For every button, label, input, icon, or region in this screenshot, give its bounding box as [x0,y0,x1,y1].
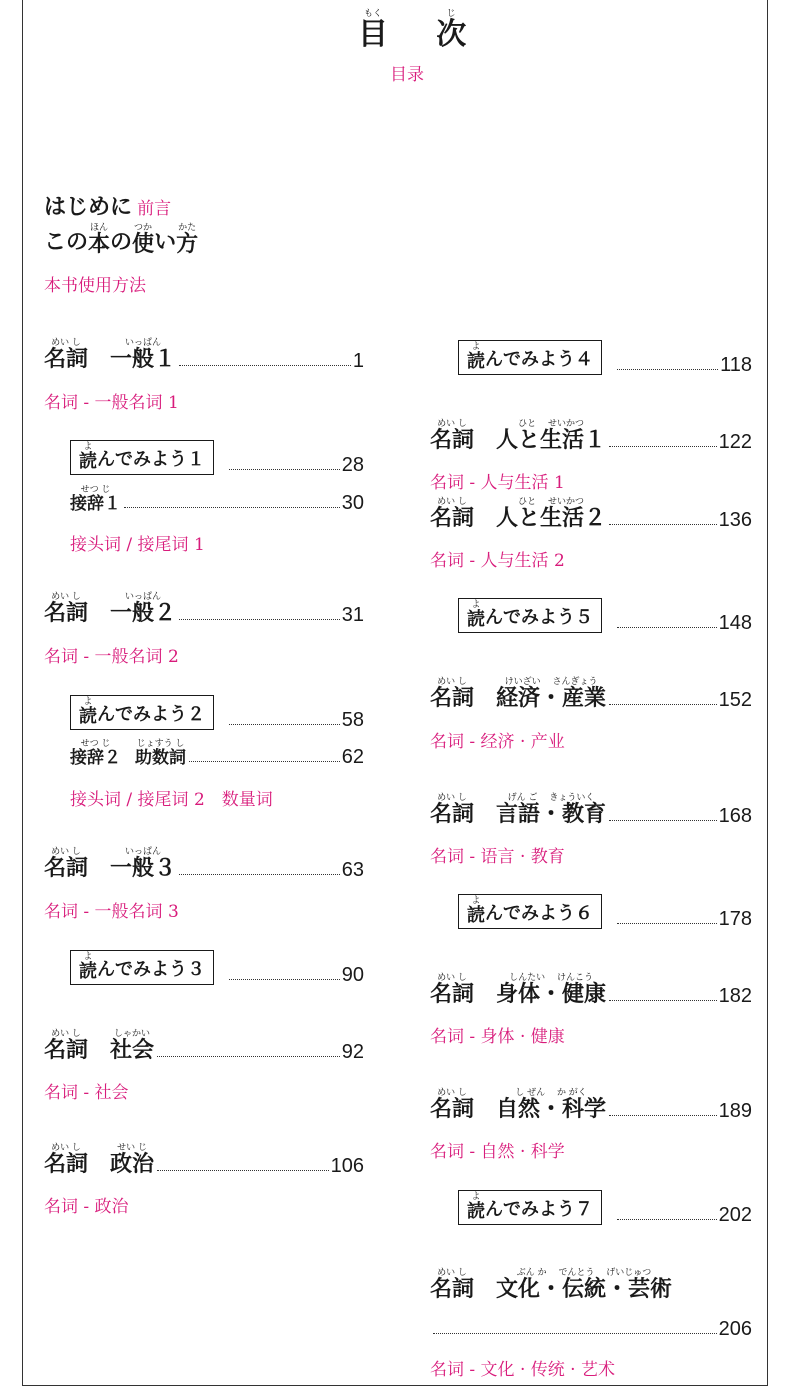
leader-dots [179,873,340,875]
toc-entry-chinese: 名词 - 人与生活 2 [430,551,565,571]
page-number: 63 [341,859,364,881]
ruby-text: せい じ [117,1143,147,1153]
reading-box-label: んでみよう３ [97,959,205,980]
ruby-text: よ [83,697,93,707]
leader-dots [617,922,717,924]
ruby-base: 名詞 [44,347,89,372]
leader-dots [617,626,717,628]
ruby-base: 読 [467,1201,485,1222]
toc-entry-row[interactable] [44,848,364,880]
ruby-text: いっぱん [125,338,162,348]
toc-entry-chinese: 名词 - 一般名词 2 [44,647,179,667]
page-number: 206 [718,1318,752,1340]
ruby-base: 人と生活２ [496,506,607,531]
ruby-text: じょすう し [136,739,185,749]
ruby-base: 名詞 [430,982,475,1007]
page-number: 106 [330,1155,364,1177]
ruby-base: 読 [467,609,485,630]
reading-box [70,695,214,730]
ruby-base: 接辞１ [70,494,121,514]
reading-box-label: んでみよう７ [485,1199,593,1220]
ruby-word [430,974,474,1006]
ruby-text: しんたい けんこう [509,973,593,983]
ruby-word [110,593,176,625]
page-number: 168 [718,805,752,827]
leader-dots [157,1169,329,1171]
leader-dots [617,1218,717,1220]
ruby-text: めい し [437,1268,467,1278]
toc-reading-row[interactable] [458,1190,752,1225]
reading-box [458,598,602,633]
toc-entry-row[interactable] [44,593,364,625]
page-number: 118 [720,354,752,376]
ruby-base: 名詞 [44,1038,89,1063]
ruby-word [430,1269,474,1301]
reading-box-label: んでみよう５ [485,607,593,628]
page-number: 62 [341,746,364,768]
ruby-text: よ [83,952,93,962]
ruby-word [79,443,97,471]
page-number: 202 [718,1204,752,1226]
ruby-word [496,1269,672,1301]
ruby-base: 文化・伝統・芸術 [496,1277,673,1302]
ruby-base: 自然・科学 [496,1097,607,1122]
reading-box-label: んでみよう４ [485,349,593,370]
page-title: もく 目 じ 次 [358,9,467,52]
reading-box [70,950,214,985]
ruby-base: 名詞 [44,1152,89,1177]
toc-entry-chinese: 名词 - 语言 · 教育 [430,847,565,867]
leader-dots [124,506,340,508]
toc-entry-chinese: 名词 - 身体 · 健康 [430,1027,565,1047]
ruby-text: ひと せいかつ [518,497,584,507]
ruby-word [70,740,121,767]
ruby-text: めい し [437,1088,467,1098]
ruby-base: 読 [467,351,485,372]
toc-entry-row[interactable] [430,498,752,530]
toc-entry-chinese: 接头词 / 接尾词 1 [70,535,205,555]
leader-dots [229,723,340,725]
page-number: 90 [341,964,364,986]
ruby-base: 読 [79,706,97,727]
ruby-text: めい し [437,419,467,429]
ruby-word [79,698,97,726]
ruby-text: めい し [437,793,467,803]
ruby-word [110,1030,154,1062]
ruby-word [430,1089,474,1121]
toc-entry-chinese: 名词 - 一般名词 3 [44,902,179,922]
ruby-base: 名詞 [44,601,89,626]
leader-dots [609,999,717,1001]
page-number: 31 [341,604,364,626]
ruby-text: けいざい さんぎょう [504,677,598,687]
ruby-word [70,486,121,513]
page-number: 122 [718,431,752,453]
toc-entry-chinese: 名词 - 政治 [44,1197,129,1217]
page-subtitle: 目录 [390,65,424,85]
ruby-word [430,420,474,452]
toc-reading-row[interactable] [458,894,752,929]
intro-hajimeni: はじめに 前言 [44,195,172,220]
ruby-word [496,974,606,1006]
page-number: 189 [718,1100,752,1122]
ruby-text: よ [83,442,93,452]
leader-dots [229,978,340,980]
toc-entry-chinese: 名词 - 一般名词 1 [44,393,179,413]
ruby-word [110,1144,154,1176]
toc-reading-row[interactable] [70,440,364,475]
ruby-base: 一般１ [110,347,177,372]
ruby-base: 読 [467,905,485,926]
ruby-base: 助数詞 [135,748,186,768]
toc-entry-row[interactable] [430,1089,752,1121]
toc-entry-chinese: 名词 - 经济 · 产业 [430,732,565,752]
toc-entry-row[interactable] [70,486,364,513]
toc-entry-row[interactable] [430,678,752,710]
toc-entry-row[interactable] [44,339,364,371]
ruby-word [44,593,88,625]
ruby-base: 名詞 [430,1277,475,1302]
ruby-word [496,794,606,826]
toc-entry-chinese: 名词 - 文化 · 传统 · 艺术 [430,1360,615,1380]
ruby-word [430,794,474,826]
reading-box [70,440,214,475]
reading-box [458,340,602,375]
intro-usage-cn: 本书使用方法 [44,276,146,296]
toc-entry-chinese: 名词 - 人与生活 1 [430,473,565,493]
ruby-base: 名詞 [430,1097,475,1122]
ruby-text: めい し [437,973,467,983]
reading-box-label: んでみよう２ [97,704,205,725]
ruby-base: 社会 [110,1038,155,1063]
ruby-text: せつ じ [80,485,111,495]
toc-entry-chinese: 名词 - 自然 · 科学 [430,1142,565,1162]
page-number: 30 [341,492,364,514]
toc-entry-row[interactable] [430,794,752,826]
ruby-base: 経済・産業 [496,686,607,711]
ruby-base: 名詞 [430,686,475,711]
ruby-word [110,848,176,880]
toc-reading-row[interactable] [70,695,364,730]
ruby-base: 名詞 [430,506,475,531]
leader-dots [433,1332,717,1334]
ruby-word [44,339,88,371]
ruby-word [467,1193,485,1221]
page-number: 136 [718,509,752,531]
ruby-base: 人と生活１ [496,428,607,453]
toc-entry-chinese: 名词 - 社会 [44,1083,129,1103]
page-number: 152 [718,689,752,711]
ruby-text: いっぱん [125,847,162,857]
toc-reading-row[interactable] [458,340,752,375]
toc-reading-row[interactable] [458,598,752,633]
reading-box [458,894,602,929]
leader-dots [189,760,340,762]
ruby-text: めい し [51,1143,81,1153]
leader-dots [179,364,351,366]
page-number: 178 [718,908,752,930]
ruby-text: めい し [51,592,81,602]
toc-entry-row[interactable] [70,740,364,767]
ruby-word [430,678,474,710]
ruby-word [430,498,474,530]
ruby-base: 言語・教育 [496,802,607,827]
ruby-text: めい し [51,847,81,857]
reading-box-label: んでみよう６ [485,903,593,924]
toc-entry-row[interactable] [44,1030,364,1062]
ruby-base: 接辞２ [70,748,121,768]
page-number: 58 [341,709,364,731]
leader-dots [617,368,718,370]
ruby-text: ひと せいかつ [518,419,584,429]
ruby-word [44,1030,88,1062]
ruby-word [496,678,606,710]
ruby-text: し ぜん か がく [515,1088,587,1098]
ruby-text: よ [471,600,481,610]
page-number: 1 [352,350,364,372]
ruby-text: いっぱん [125,592,162,602]
ruby-text: めい し [51,338,81,348]
ruby-base: 一般３ [110,856,177,881]
leader-dots [157,1055,340,1057]
leader-dots [179,618,340,620]
ruby-base: 名詞 [430,428,475,453]
ruby-word [467,343,485,371]
intro-usage-heading: この ほん 本 の つか 使 い かた 方 [44,223,199,257]
ruby-text: よ [471,896,481,906]
toc-entry-row[interactable] [430,974,752,1006]
leader-dots [609,445,717,447]
page-number: 28 [341,454,364,476]
page-number: 92 [341,1041,364,1063]
ruby-word [110,339,176,371]
leader-dots [609,1114,717,1116]
ruby-base: 読 [79,451,97,472]
toc-entry-chinese: 接头词 / 接尾词 2 数量词 [70,790,273,810]
page-number: 182 [718,985,752,1007]
toc-entry-row[interactable] [44,1144,364,1176]
ruby-word [44,848,88,880]
ruby-base: 身体・健康 [496,982,607,1007]
leader-dots [609,703,717,705]
page-number: 148 [718,612,752,634]
ruby-text: せつ じ [80,739,111,749]
toc-reading-row[interactable] [70,950,364,985]
ruby-text: めい し [437,497,467,507]
ruby-text: ぶん か でんとう げいじゅつ [516,1268,652,1278]
reading-box [458,1190,602,1225]
reading-box-label: んでみよう１ [97,449,205,470]
ruby-base: 読 [79,961,97,982]
ruby-word [135,740,186,767]
ruby-base: 一般２ [110,601,177,626]
toc-entry-page-row[interactable] [430,1319,752,1339]
ruby-base: 名詞 [44,856,89,881]
ruby-text: げん ご きょういく [507,793,595,803]
ruby-word [467,897,485,925]
ruby-word [44,1144,88,1176]
ruby-word [79,953,97,981]
ruby-text: めい し [437,677,467,687]
ruby-text: よ [471,1192,481,1202]
ruby-text: よ [471,342,481,352]
ruby-base: 名詞 [430,802,475,827]
toc-entry-row[interactable] [430,420,752,452]
toc-entry-heading[interactable] [430,1269,672,1301]
ruby-text: めい し [51,1029,81,1039]
ruby-word [496,498,606,530]
ruby-word [496,1089,606,1121]
ruby-word [467,601,485,629]
ruby-word [496,420,606,452]
ruby-base: 政治 [110,1152,155,1177]
leader-dots [609,523,717,525]
leader-dots [229,468,340,470]
leader-dots [609,819,717,821]
ruby-text: しゃかい [114,1029,151,1039]
